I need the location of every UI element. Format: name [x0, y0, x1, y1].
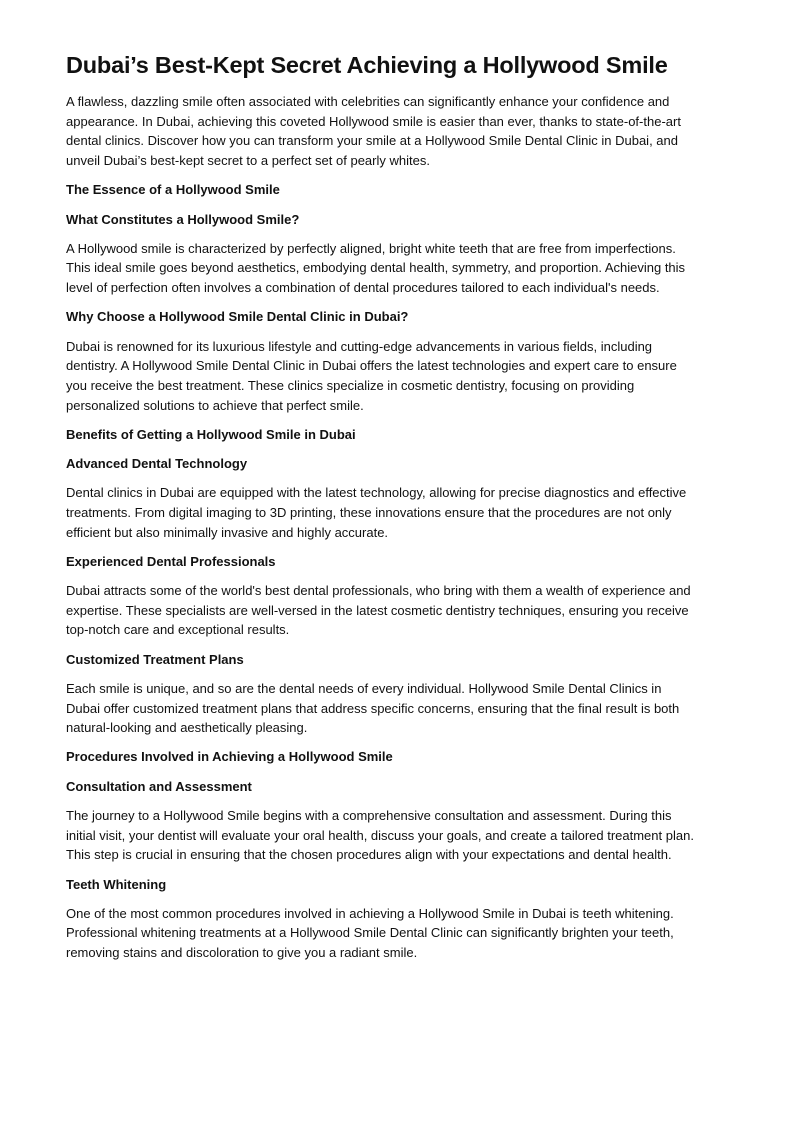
subheading-experienced-professionals: Experienced Dental Professionals — [66, 553, 276, 569]
subheading-why-choose: Why Choose a Hollywood Smile Dental Clinic in Dubai? — [66, 309, 409, 325]
subheading-advanced-technology: Advanced Dental Technology — [66, 456, 248, 472]
intro-paragraph: A flawless, dazzling smile often associated with celebrities can significantly enhance your confidence and appearance. In Dubai, achieving this coveted Hollywood smile is easier than ever, thanks to state-of-the-art dental clinics. Discover how you can transform your smile at a Hollywood Smile Dental Clinic in Dubai, and unveil Dubai’s best-kept secret to a perfect set of pearly whites. — [66, 94, 681, 169]
subheading-what-constitutes: What Constitutes a Hollywood Smile? — [66, 211, 300, 227]
paragraph-consultation: The journey to a Hollywood Smile begins with a comprehensive consultation and assessment. During this initial visit, your dentist will evaluate your oral health, discuss your goals, and create a tailored treatment plan. This step is crucial in ensuring that the chosen procedures align with your expectations and dental health. — [66, 807, 694, 863]
subheading-consultation: Consultation and Assessment — [66, 778, 252, 794]
subheading-teeth-whitening: Teeth Whitening — [66, 876, 167, 892]
document-title: Dubai’s Best-Kept Secret Achieving a Hollywood Smile — [66, 52, 668, 78]
paragraph-why-choose: Dubai is renowned for its luxurious lifestyle and cutting-edge advancements in various fields, including dentistry. A Hollywood Smile Dental Clinic in Dubai offers the latest technologies and expert care to ensure you receive the best treatment. These clinics specialize in cosmetic dentistry, focusing on providing personalized solutions to achieve that perfect smile. — [66, 338, 677, 413]
paragraph-teeth-whitening: One of the most common procedures involved in achieving a Hollywood Smile in Dubai is teeth whitening. Professional whitening treatments at a Hollywood Smile Dental Clinic can significantly brighten your teeth, removing stains and discoloration to give you a radiant smile. — [66, 905, 674, 961]
section-heading-procedures: Procedures Involved in Achieving a Hollywood Smile — [66, 749, 393, 765]
paragraph-customized-plans: Each smile is unique, and so are the dental needs of every individual. Hollywood Smile Dental Clinics in Dubai offer customized treatment plans that address specific concerns, ensuring that the final result is both natural-looking and aesthetically pleasing. — [66, 680, 680, 736]
paragraph-advanced-technology: Dental clinics in Dubai are equipped with the latest technology, allowing for precise diagnostics and effective treatments. From digital imaging to 3D printing, these innovations ensure that the procedures are not only efficient but also minimally invasive and highly accurate. — [66, 485, 687, 540]
subheading-customized-plans: Customized Treatment Plans — [66, 651, 244, 667]
section-heading-essence: The Essence of a Hollywood Smile — [66, 182, 280, 198]
section-heading-benefits: Benefits of Getting a Hollywood Smile in Dubai — [66, 426, 356, 442]
paragraph-experienced-professionals: Dubai attracts some of the world's best dental professionals, who bring with them a wealth of experience and expertise. These specialists are well-versed in the latest cosmetic dentistry techniques, ensuring you receive top-notch care and exceptional results. — [66, 583, 691, 638]
paragraph-what-constitutes: A Hollywood smile is characterized by perfectly aligned, bright white teeth that are free from imperfections. This ideal smile goes beyond aesthetics, embodying dental health, symmetry, and proportion. Achieving this level of perfection often involves a combination of dental procedures tailored to each individual's needs. — [66, 240, 686, 296]
